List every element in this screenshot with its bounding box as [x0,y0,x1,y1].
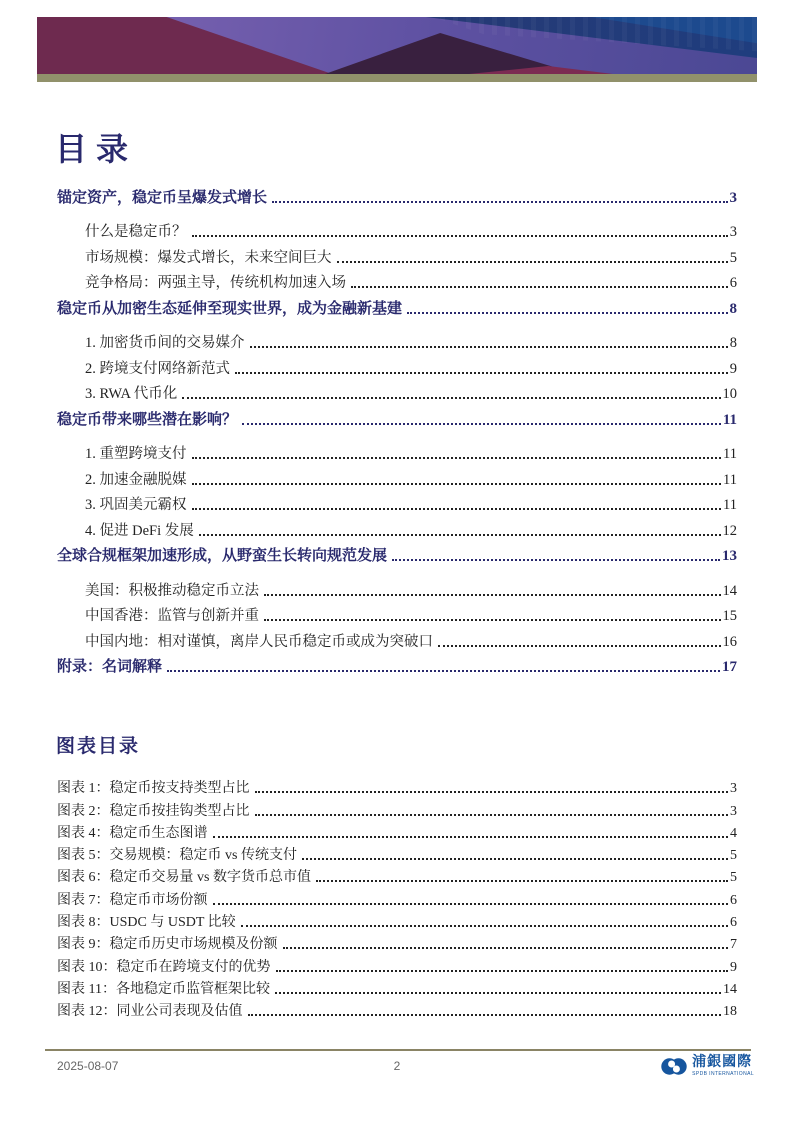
toc-entry-page: 3 [729,189,737,206]
figure-entry[interactable] [57,864,737,886]
leader-dots [192,457,722,459]
figure-entry-label: 图表 8：USDC 与 USDT 比较 [57,915,236,931]
toc-entry-label: 2. 跨境支付网络新范式 [85,360,230,377]
figure-entry-page: 4 [730,825,737,841]
toc-entry-label: 稳定币带来哪些潜在影响？ [57,411,238,428]
toc-entry-label: 附录：名词解释 [57,659,163,675]
figure-entry-label: 图表 5：交易规模：稳定币 vs 传统支付 [57,848,297,864]
figure-entry-label: 图表 12：同业公司表现及估值 [57,1004,243,1020]
figure-entry-label: 图表 1：稳定币按支持类型占比 [57,781,250,797]
toc-entry-page: 11 [723,471,737,488]
page-title: 目录 [55,131,138,167]
toc-entry-label: 2. 加速金融脱媒 [85,471,187,488]
toc-entry-page: 17 [722,659,737,675]
leader-dots [242,423,721,425]
figure-entry[interactable] [57,886,737,908]
leader-dots [264,594,721,596]
leader-dots [192,235,728,237]
figure-entry-label: 图表 11：各地稳定币监管框架比较 [57,981,270,997]
leader-dots [337,261,728,263]
toc-entry-page: 12 [722,522,737,539]
toc-entry-page: 5 [729,249,737,266]
toc-entry-label: 什么是稳定币？ [85,224,187,240]
leader-dots [248,1014,722,1016]
toc-entry-page: 13 [722,548,737,564]
leader-dots [213,903,729,905]
toc-entry[interactable] [57,327,737,353]
toc-entry-page: 15 [722,608,737,624]
figures-heading: 图表目录 [56,736,141,757]
leader-dots [192,483,722,485]
leader-dots [250,346,728,348]
figure-entry-label: 图表 2：稳定币按挂钩类型占比 [57,803,250,819]
figure-entry-label: 图表 7：稳定币市场份额 [57,892,208,908]
leader-dots [255,791,729,793]
toc-entry[interactable] [57,600,737,626]
toc-entry-label: 全球合规框架加速形成，从野蛮生长转向规范发展 [57,548,388,564]
figures-list [57,775,737,1020]
header-banner-graphic [37,17,757,74]
figure-entry[interactable] [57,797,737,819]
figure-entry[interactable] [57,953,737,975]
toc-entry-label: 市场规模：爆发式增长，未来空间巨大 [85,249,332,266]
toc-entry-page: 3 [729,224,737,240]
toc-entry-label: 4. 促进 DeFi 发展 [85,522,194,539]
leader-dots [392,559,720,561]
leader-dots [276,970,729,972]
table-of-contents [57,181,737,685]
toc-entry-page: 8 [729,335,737,351]
logo-text [692,1056,754,1077]
leader-dots [241,925,728,927]
spdb-logo-icon [660,1056,688,1077]
toc-entry[interactable] [57,378,737,404]
toc-entry[interactable] [57,489,737,515]
leader-dots [255,814,729,816]
leader-dots [438,645,721,647]
figure-entry-page: 18 [723,1004,737,1020]
banner-olive-bar [37,74,757,82]
footer-divider [45,1049,751,1051]
toc-entry[interactable] [57,463,737,489]
leader-dots [213,836,729,838]
figure-entry-page: 5 [730,870,737,886]
toc-entry[interactable] [57,352,737,378]
figure-entry[interactable] [57,909,737,931]
footer-date: 2025-08-07 [57,1059,119,1073]
leader-dots [351,286,728,288]
company-logo [660,1056,754,1077]
toc-entry-page: 11 [723,446,737,462]
leader-dots [264,619,721,621]
figure-entry-page: 6 [730,915,737,931]
figure-entry[interactable] [57,775,737,797]
figure-entry-page: 3 [730,803,737,819]
figure-entry-label: 图表 6：稳定币交易量 vs 数字货币总市值 [57,870,311,886]
figure-entry[interactable] [57,931,737,953]
figure-entry-label: 图表 10：稳定币在跨境支付的优势 [57,959,271,975]
leader-dots [302,858,728,860]
toc-entry[interactable] [57,216,737,242]
leader-dots [182,397,720,399]
leader-dots [199,534,721,536]
leader-dots [235,372,728,374]
toc-entry-page: 11 [723,497,737,513]
figure-entry[interactable] [57,820,737,842]
toc-entry[interactable] [57,651,737,677]
toc-entry-label: 锚定资产，稳定币呈爆发式增长 [57,189,268,206]
figure-entry-page: 14 [723,981,737,997]
toc-entry-label: 1. 加密货币间的交易媒介 [85,335,245,351]
logo-chinese-name: 浦銀國際 [692,1055,753,1070]
figure-entry-page: 5 [730,848,737,864]
toc-entry-page: 11 [722,411,737,428]
toc-entry[interactable] [57,438,737,464]
leader-dots [272,201,727,203]
toc-entry-page: 10 [722,386,737,402]
leader-dots [407,312,727,314]
toc-entry-label: 3. RWA 代币化 [85,386,178,402]
toc-entry-page: 9 [729,360,737,377]
leader-dots [316,880,728,882]
figure-entry[interactable] [57,976,737,998]
toc-entry-page: 8 [729,300,737,317]
toc-entry-label: 中国香港：监管与创新并重 [85,608,259,624]
toc-entry[interactable] [57,241,737,267]
footer-page-number: 2 [393,1059,401,1073]
toc-entry-label: 中国内地：相对谨慎，离岸人民币稳定币或成为突破口 [85,633,433,650]
figure-entry[interactable] [57,998,737,1020]
toc-entry[interactable] [57,540,737,566]
toc-entry[interactable] [57,574,737,600]
toc-entry[interactable] [57,181,737,207]
figure-entry-page: 3 [730,781,737,797]
toc-entry[interactable] [57,292,737,318]
toc-entry-label: 美国：积极推动稳定币立法 [85,582,259,599]
figure-entry[interactable] [57,842,737,864]
toc-entry[interactable] [57,403,737,429]
toc-entry[interactable] [57,625,737,651]
figure-entry-label: 图表 4：稳定币生态图谱 [57,825,208,841]
toc-entry-label: 1. 重塑跨境支付 [85,446,187,462]
figure-entry-page: 9 [730,959,737,975]
toc-entry-label: 稳定币从加密生态延伸至现实世界，成为金融新基建 [57,300,403,317]
toc-entry-page: 6 [729,275,737,291]
toc-entry-page: 14 [722,582,737,599]
figure-entry-page: 7 [730,937,737,953]
logo-english-name: SPDB INTERNATIONAL [692,1071,754,1077]
figure-entry-label: 图表 9：稳定币历史市场规模及份额 [57,937,278,953]
toc-entry-label: 竞争格局：两强主导，传统机构加速入场 [85,275,346,291]
toc-entry[interactable] [57,267,737,293]
leader-dots [167,670,720,672]
leader-dots [192,508,722,510]
toc-entry-label: 3. 巩固美元霸权 [85,497,187,513]
leader-dots [283,947,729,949]
figure-entry-page: 6 [730,892,737,908]
toc-entry[interactable] [57,514,737,540]
leader-dots [275,992,721,994]
toc-entry-page: 16 [722,633,737,650]
